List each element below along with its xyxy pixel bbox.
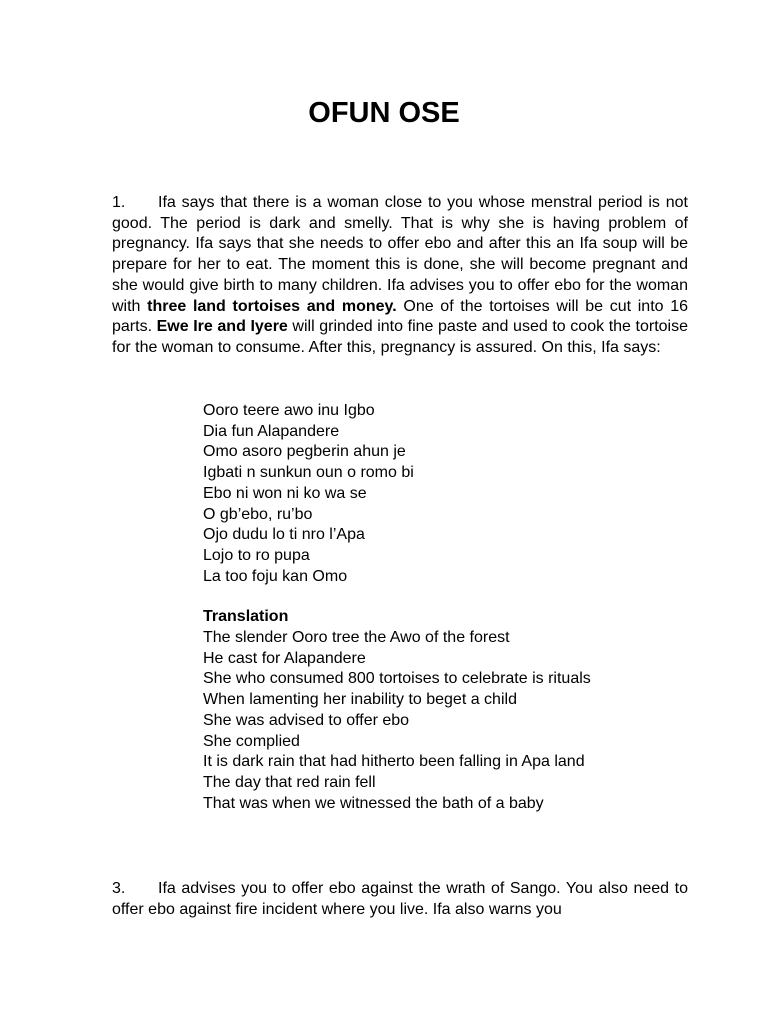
verse-line: O gb’ebo, ru’bo [203, 505, 313, 523]
translation-verse [203, 628, 591, 814]
page-title: OFUN OSE [308, 97, 460, 129]
translation-line: He cast for Alapandere [203, 649, 366, 667]
paragraph-3 [112, 879, 688, 920]
translation-line: She complied [203, 732, 300, 750]
translation-line: She was advised to offer ebo [203, 711, 410, 729]
verse-line: Ebo ni won ni ko wa se [203, 484, 367, 502]
verse-line: Ooro teere awo inu Igbo [203, 402, 375, 419]
paragraph-bold-text: three land tortoises and money. [147, 297, 397, 315]
translation-line: It is dark rain that had hitherto been falling in Apa land [203, 753, 585, 771]
translation-line: The day that red rain fell [203, 773, 376, 791]
translation-line: The slender Ooro tree the Awo of the forest [203, 629, 510, 646]
verse-line: Dia fun Alapandere [203, 422, 340, 440]
paragraph-text: One of the tortoises will be cut into 16 parts. [112, 297, 689, 336]
paragraph-text: Ifa says that there is a woman close to you whose menstral period is not good. The period is dark and smelly. That is why she is having problem of pregnancy. Ifa says that she needs to offer ebo and after this an Ifa soup will be prepare for her to eat. The moment this is done, she will become pregnant and she would give birth to many children. Ifa advises you to offer ebo for the woman with [112, 194, 688, 315]
translation-line: When lamenting her inability to beget a child [203, 691, 517, 709]
verse-line: Lojo to ro pupa [203, 546, 310, 564]
translation-line: She who consumed 800 tortoises to celebrate is rituals [203, 670, 591, 688]
yoruba-verse [203, 401, 414, 587]
verse-line: Omo asoro pegberin ahun je [203, 443, 406, 461]
paragraph-text: will grinded into fine paste and used to cook the tortoise for the woman to consume. After this, pregnancy is assured. On this, Ifa says: [112, 318, 689, 356]
translation-heading: Translation [203, 608, 289, 625]
paragraph-number: 3. [112, 880, 126, 897]
paragraph-bold-text: Ewe Ire and Iyere [156, 318, 288, 336]
verse-line: La too foju kan Omo [203, 567, 348, 585]
paragraph-number: 1. [112, 194, 126, 211]
verse-line: Ojo dudu lo ti nro l’Apa [203, 526, 365, 544]
translation-line: That was when we witnessed the bath of a baby [203, 794, 544, 812]
verse-line: Igbati n sunkun oun o romo bi [203, 464, 414, 482]
paragraph-text: Ifa advises you to offer ebo against the wrath of Sango. You also need to offer ebo against fire incident where you live. Ifa also warns you [112, 880, 688, 918]
paragraph-1 [112, 193, 688, 359]
